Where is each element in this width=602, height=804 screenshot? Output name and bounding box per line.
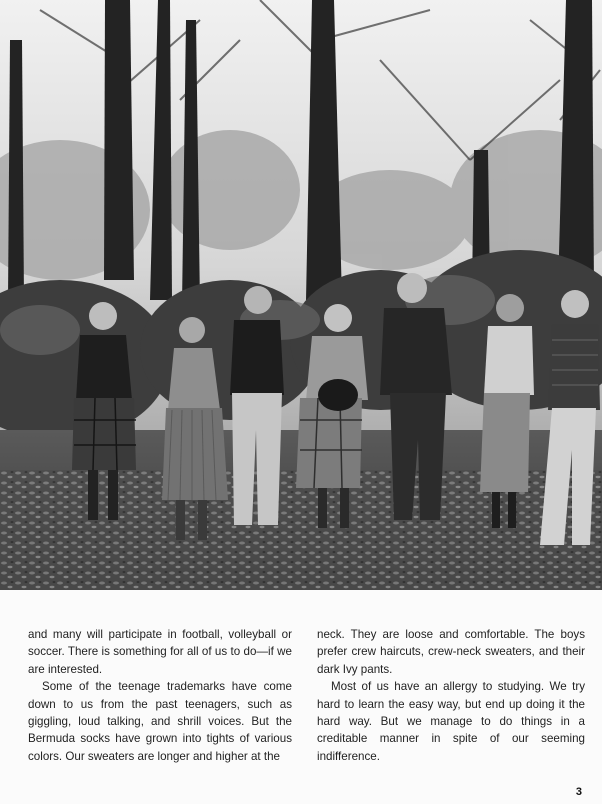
left-column xyxy=(28,626,292,765)
text-area xyxy=(0,590,602,804)
right-column xyxy=(317,626,585,765)
left-paragraph-2: Some of the teenage trademarks have come down to us from the past teenagers, such as giggling, loud talking, and shrill voices. But the Bermuda socks have grown into tights of various colors. Our sweaters are longer and higher at the xyxy=(28,680,292,763)
right-paragraph-1: neck. They are loose and comfortable. The boys prefer crew haircuts, crew-neck sweaters, and their dark Ivy pants. xyxy=(317,628,585,676)
page-number: 3 xyxy=(575,786,582,798)
right-paragraph-2: Most of us have an allergy to studying. We try hard to learn the easy way, but end up doing it the hard way. But we manage to do things in a creditable manner in spite of our seeming indifference. xyxy=(317,680,585,763)
left-paragraph-1: and many will participate in football, volleyball or soccer. There is something for all of us to do—if we are interested. xyxy=(28,628,292,676)
